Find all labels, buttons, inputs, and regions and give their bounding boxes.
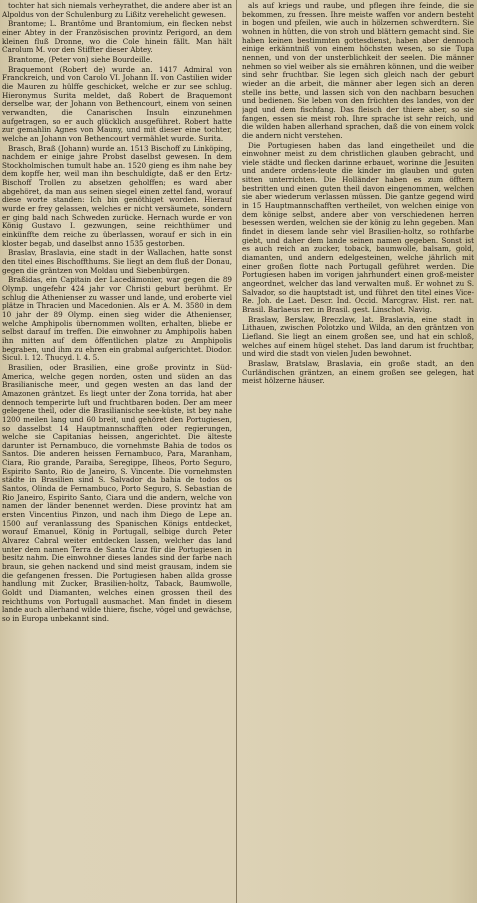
entry-paragraph: Die Portugiesen haben das land eingetheilet und die einwohner meist zu dem christlichen glauben gebracht, und viele städte und flecken darinne erbauet, worinne die Jesuiten und andere ordens-leute die kinder im glauben und guten sitten unterrichten. Die Holländer haben es zum öfftern bestritten und einen guten theil davon eingenommen, welchen sie aber wiederum verlassen müssen. Die gantze gegend wird in 15 Hauptmannschafften vertheilet, von welchen einige von dem könige selbst, andere aber von verschiedenen herren besessen werden, welchen sie der könig zu lehn gegeben. Man findet in diesem lande sehr viel Brasilien-holtz, so rothfarbe giebt, und daher dem lande seinen namen gegeben. Sonst ist es auch reich an zucker, toback, baumwolle, balsam, gold, diamanten, und andern edelgesteinen, welche jährlich mit einer großen flotte nach Portugall geführet werden. Die Portugiesen haben im vorigen jahrhundert einen groß-meister angeordnet, welcher das land verwalten muß. Er wohnet zu S. Salvador, so die hauptstadt ist, und führet den titel eines Vice-Re. Joh. de Laet. Descr. Ind. Occid. Marcgrav. Hist. rer. nat. Brasil. Barlaeus rer. in Brasil. gest. Linschot. Navig.	[242, 140, 474, 314]
entry-paragraph: Braquemont (Robert de) wurde an. 1417 Admiral von Franckreich, und von Carolo VI. Johann II. von Castilien wider die Mauren zu hülffe geschicket, welche er zur see schlug. Hieronymus Surita meldet, daß Robert de Braquemont derselbe war, der Johann von Bethencourt, einem von seinen verwandten, die Canarischen Insuln einzunehmen aufgetragen, so er auch glücklich ausgeführet. Robert hatte zur gemahlin Agnes von Mauny, und mit dieser eine tochter, welche an Johann von Bethencourt vermählet wurde. Surita.	[2, 64, 232, 143]
entry-paragraph: Brasilien, oder Brasilien, eine große provintz in Süd-America, welche gegen norden, osten und süden an das Brasilianische meer, und gegen westen an das land der Amazonen gräntzet. Es liegt unter der Zona torrida, hat aber dennoch temperirte luft und fruchtbaren boden. Der am meer gelegene theil, oder die Brasilianische see-küste, ist bey nahe 1200 meilen lang und 60 breit, und gehöret den Portugiesen, so dasselbst 14 Hauptmannschafften oder regierungen, welche sie Capitanias heissen, angerichtet. Die älteste darunter ist Pernambuco, die vornehmste Bahia de todos os Santos. Die anderen heissen Fernambuco, Para, Maranham, Ciara, Rio grande, Paraiba, Seregippe, Ilheos, Porto Seguro, Espirito Santo, Rio de Janeiro, S. Vincente. Die vornehmsten städte in Brasilien sind S. Salvador da bahia de todos os Santos, Olinda de Fernambuco, Porto Seguro, S. Sebastian de Rio Janeiro, Espirito Santo, Ciara und die andern, welche von namen der länder benennet werden. Diese provintz hat am ersten Vincentius Pinzon, und nach ihm Diego de Lepe an. 1500 auf veranlassung des Spanischen Königs entdecket, worauf Emanuel, König in Portugall, selbige durch Peter Alvarez Cabral weiter entdecken lassen, welcher das land unter dem namen Terra de Santa Cruz für die Portugiesen in besitz nahm. Die einwohner dieses landes sind der farbe nach braun, sie gehen nackend und sind meist grausam, indem sie die gefangenen fressen. Die Portugiesen haben allda grosse handlung mit Zucker, Brasilien-holtz, Taback, Baumwolle, Goldt und Diamanten, welches einen grossen theil des reichthums von Portugall ausmachet. Man findet in diesem lande auch allerhand wilde thiere, fische, vögel und gewächse, so in Europa unbekannt sind.	[2, 362, 232, 623]
entry-paragraph: Braslaw, Bratslaw, Braslavia, ein große stadt, an den Curländischen gräntzen, an einem großen see gelegen, hat meist hölzerne häuser.	[242, 358, 474, 386]
entry-paragraph: Brantome, (Peter von) siehe Bourdeille.	[8, 54, 153, 64]
entry-paragraph: Braslav, Braslavia, eine stadt in der Wallachen, hatte sonst den titel eines Bischoffthums. Sie liegt an dem fluß der Donau, gegen die gräntzen von Moldau und Siebenbürgen.	[2, 248, 232, 275]
entry-paragraph: als auf kriegs und raube, und pflegen ihre feinde, die sie bekommen, zu fressen. Ihre meiste waffen vor andern besteht in bogen und pfeilen, wie auch in hölzernen schwerdtern. Sie wohnen in hütten, die von stroh und blättern gemacht sind. Sie haben keinen bestimmten gottesdienst, haben aber dennoch einige erkänntniß von einem höchsten wesen, so sie Tupa nennen, und von der unsterblichkeit der seelen. Die männer nehmen so viel weiber als sie ernähren können, und die weiber sind sehr fruchtbar. Sie legen sich gleich nach der geburt wieder an die arbeit, die männer aber legen sich an deren stelle ins bette, und lassen sich von den nachbarn besuchen und bedienen. Sie leben von den früchten des landes, von der jagd und dem fischfang. Das fleisch der thiere aber, so sie fangen, essen sie meist roh. Ihre sprache ist sehr reich, und die wilden haben allerhand sprachen, daß die von einem volck die andern nicht verstehen.	[242, 2, 474, 140]
entry-paragraph: Braßidas, ein Capitain der Lacedämonier, war gegen die 89 Olymp. ungefehr 424 jahr vor Christi geburt berühmt. Er schlug die Athenienser zu wasser und lande, und eroberte viel plätze in Thracien und Macedonien. Als er A. M. 3580 in dem 10 jahr der 89 Olymp. einen sieg wider die Athenienser, welche Amphipolis übernommen wollten, erhalten, bliebe er selbst darauf im treffen. Die einwohner zu Amphipolis haben ihn mitten auf dem öffentlichen platze zu Amphipolis begraben, und ihm zu ehren ein grabmal aufgerichtet. Diodor. Sicul. l. 12. Thucyd. l. 4. 5.	[2, 275, 232, 363]
right-column	[242, 2, 474, 901]
entry-paragraph: Brasch, Braß (Johann) wurde an. 1513 Bischoff zu Linköping, nachdem er einige jahre Probst daselbst gewesen. In dem Stockholmischen tumult habe an. 1520 gieng es ihm nahe bey dem kopffe her, weil man ihn beschuldigte, daß er den Ertz-Bischoff Trollen zu absetzen geholffen; es ward aber abgehöret, da man aus seinen siegel einen zettel fand, worauf diese worte standen: Ich bin genöthiget worden. Hierauf wurde er frey gelassen, welches er nicht versäumete, sondern er ging bald nach Schweden zurücke. Hernach wurde er von König Gustavo I. gezwungen, seine reichthümer und einkünffte dem reiche zu überlassen, worauf er sich in ein kloster begab, und daselbst anno 1535 gestorben.	[2, 143, 232, 248]
entry-paragraph: Braslaw, Berslaw, Breczlaw, lat. Braslavia, eine stadt in Lithauen, zwischen Polotzko und Wilda, an den gräntzen von Liefland. Sie liegt an einem großen see, und hat ein schloß, welches auf einem hügel stehet. Das land darum ist fruchtbar, und wird die stadt von vielen Juden bewohnet.	[242, 314, 474, 359]
entry-paragraph: Brantome; L. Brantôme und Brantomium, ein flecken nebst einer Abtey in der Französischen provintz Perigord, an dem kleinen fluß Dronne, wo die Cole hinein fällt. Man hält Carolum M. vor den Stiffter dieser Abtey.	[2, 19, 232, 55]
entry-paragraph: tochter hat sich niemals verheyrathet, die andere aber ist an Alpoldus von der Schulenburg zu Lißitz verehelicht gewesen.	[2, 2, 232, 19]
left-column	[2, 2, 232, 901]
column-divider	[236, 0, 237, 903]
